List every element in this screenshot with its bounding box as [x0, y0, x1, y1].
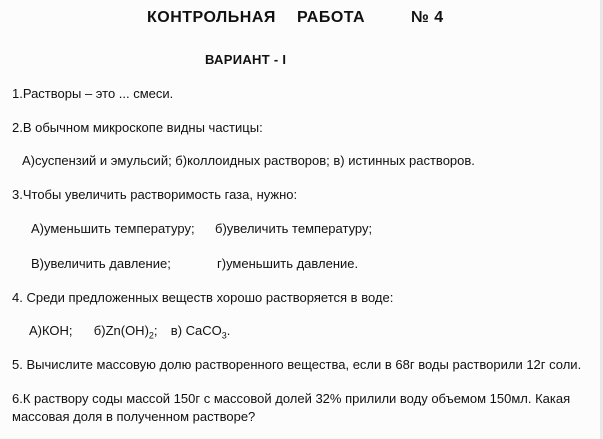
- question-3-option-c: В)увеличить давление;: [31, 256, 171, 271]
- question-3-option-d: г)уменьшить давление.: [217, 256, 359, 271]
- question-2-options: А)суспензий и эмульсий; б)коллоидных растворов; в) истинных растворов.: [22, 153, 475, 168]
- question-5: 5. Вычислите массовую долю растворенного вещества, если в 68г воды растворили 12г соли.: [12, 357, 582, 372]
- question-4-option-a: А)КОН;: [29, 323, 73, 338]
- variant-label: ВАРИАНТ - I: [205, 52, 287, 67]
- question-4-option-b: $б)Zn(OH)_2$;: [93, 323, 158, 341]
- title-part-2: РАБОТА: [297, 9, 366, 26]
- question-4-options: [29, 323, 230, 339]
- question-3: 3.Чтобы увеличить растворимость газа, нужно:: [12, 187, 298, 202]
- question-4-option-c: в) CaCO$_3$.: [170, 323, 231, 341]
- question-4: 4. Среди предложенных веществ хорошо растворяется в воде:: [12, 290, 394, 305]
- question-6-line-2: массовая доля в полученном растворе?: [12, 409, 256, 424]
- question-3-option-a: А)уменьшить температуру;: [31, 221, 195, 236]
- title-part-1: КОНТРОЛЬНАЯ: [147, 9, 276, 26]
- question-6-line-1: 6.К раствору соды массой 150г с массовой долей 32% прилили воду объемом 150мл. Какая: [12, 391, 571, 406]
- title-number: № 4: [411, 9, 444, 26]
- question-3-option-b: б)увеличить температуру;: [215, 221, 373, 236]
- question-2: 2.В обычном микроскопе видны частицы:: [12, 120, 263, 135]
- question-1: 1.Растворы – это ... смеси.: [12, 86, 174, 101]
